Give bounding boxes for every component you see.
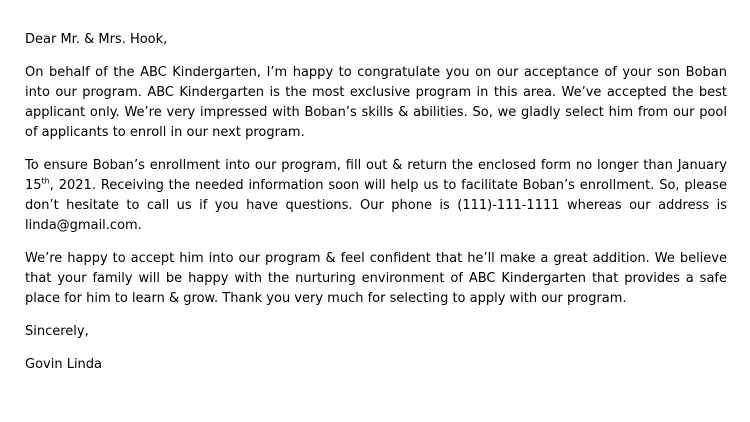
paragraph-acceptance: On behalf of the ABC Kindergarten, I’m happy to congratulate you on our acceptance of your son Boban into our program. ABC Kindergarten is the most exclusive program in this area. We’ve accepted the best applicant only. We’re very impressed with Boban’s skills & abilities. So, we gladly select him from our pool of applicants to enroll in our next program. (25, 65, 727, 140)
paragraph-enrollment-text-a: To ensure Boban’s enrollment into our program, fill out & return the enclosed form no longer than January 15 (25, 158, 727, 193)
letter-body (25, 30, 727, 388)
paragraph-enrollment (25, 156, 727, 236)
date-ordinal-suffix: th (41, 176, 50, 186)
salutation: Dear Mr. & Mrs. Hook, (25, 32, 168, 47)
closing: Sincerely, (25, 324, 89, 339)
paragraph-enrollment-text-b: , 2021. Receiving the needed information soon will help us to facilitate Boban’s enrollment. So, please don’t hesitate to call us if you have questions. Our phone is (111)-111-1111 whereas our address is linda@gmail.com. (25, 178, 727, 233)
signature: Govin Linda (25, 357, 103, 372)
paragraph-welcome: We’re happy to accept him into our program & feel confident that he’ll make a great addition. We believe that your family will be happy with the nurturing environment of ABC Kindergarten that provides a safe place for him to learn & grow. Thank you very much for selecting to apply with our program. (25, 251, 727, 306)
